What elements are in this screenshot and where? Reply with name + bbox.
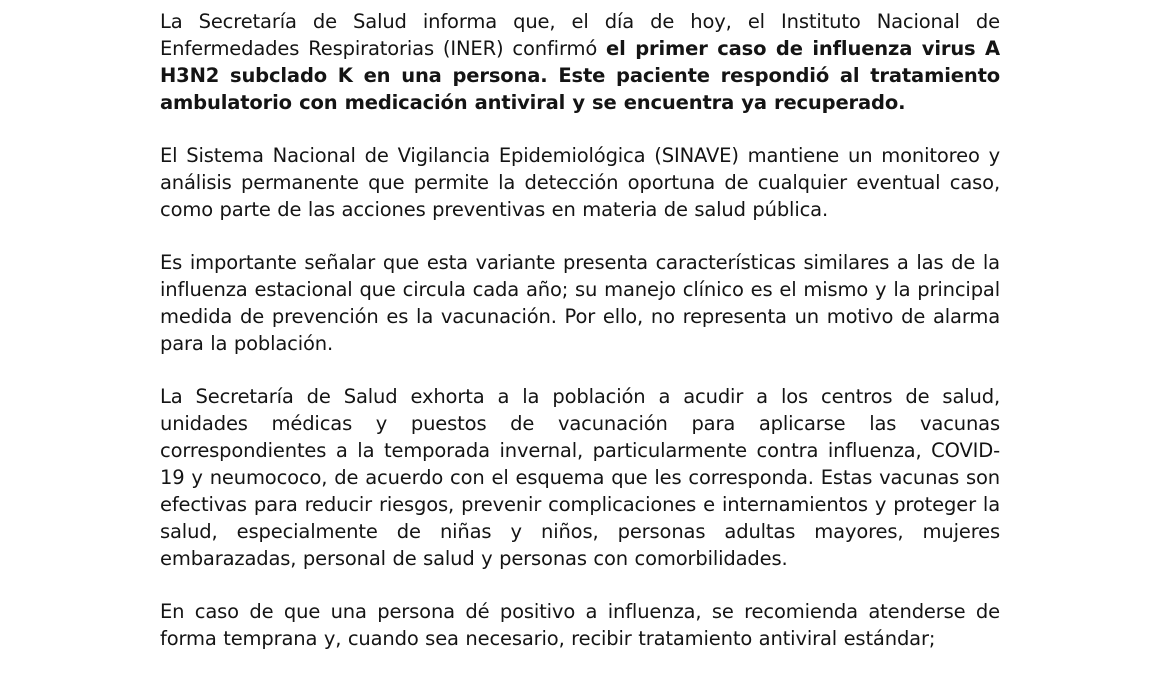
paragraph-text: La Secretaría de Salud informa que, el día de hoy, el Instituto Nacional de Enfermedades Respiratorias (INER) confirmó (160, 10, 1000, 60)
paragraph-vaccination-call: La Secretaría de Salud exhorta a la población a acudir a los centros de salud, unidades médicas y puestos de vacunación para aplicarse las vacunas correspondientes a la temporada invernal, particularmente contra influenza, COVID-19 y neumococo, de acuerdo con el esquema que les corresponda. Estas vacunas son efectivas para reducir riesgos, prevenir complicaciones e internamientos y proteger la salud, especialmente de niñas y niños, personas adultas mayores, mujeres embarazadas, personal de salud y personas con comorbilidades. (160, 385, 1000, 570)
bold-highlight: el primer caso de influenza virus A H3N2 subclado K en una persona. Este paciente respondió al tratamiento ambulatorio con medicación antiviral y se encuentra ya recuperado. (160, 37, 1000, 114)
paragraph-variant-characteristics: Es importante señalar que esta variante presenta características similares a las de la influenza estacional que circula cada año; su manejo clínico es el mismo y la principal medida de prevención es la vacunación. Por ello, no representa un motivo de alarma para la población. (160, 251, 1000, 355)
paragraph-positive-case-advice: En caso de que una persona dé positivo a influenza, se recomienda atenderse de forma temprana y, cuando sea necesario, recibir tratamiento antiviral estándar; (160, 600, 1000, 650)
document-page (160, 8, 1000, 678)
paragraph-iner-confirmation (160, 8, 1000, 116)
paragraph-sinave-monitoring: El Sistema Nacional de Vigilancia Epidemiológica (SINAVE) mantiene un monitoreo y análisis permanente que permite la detección oportuna de cualquier eventual caso, como parte de las acciones preventivas en materia de salud pública. (160, 144, 1000, 221)
